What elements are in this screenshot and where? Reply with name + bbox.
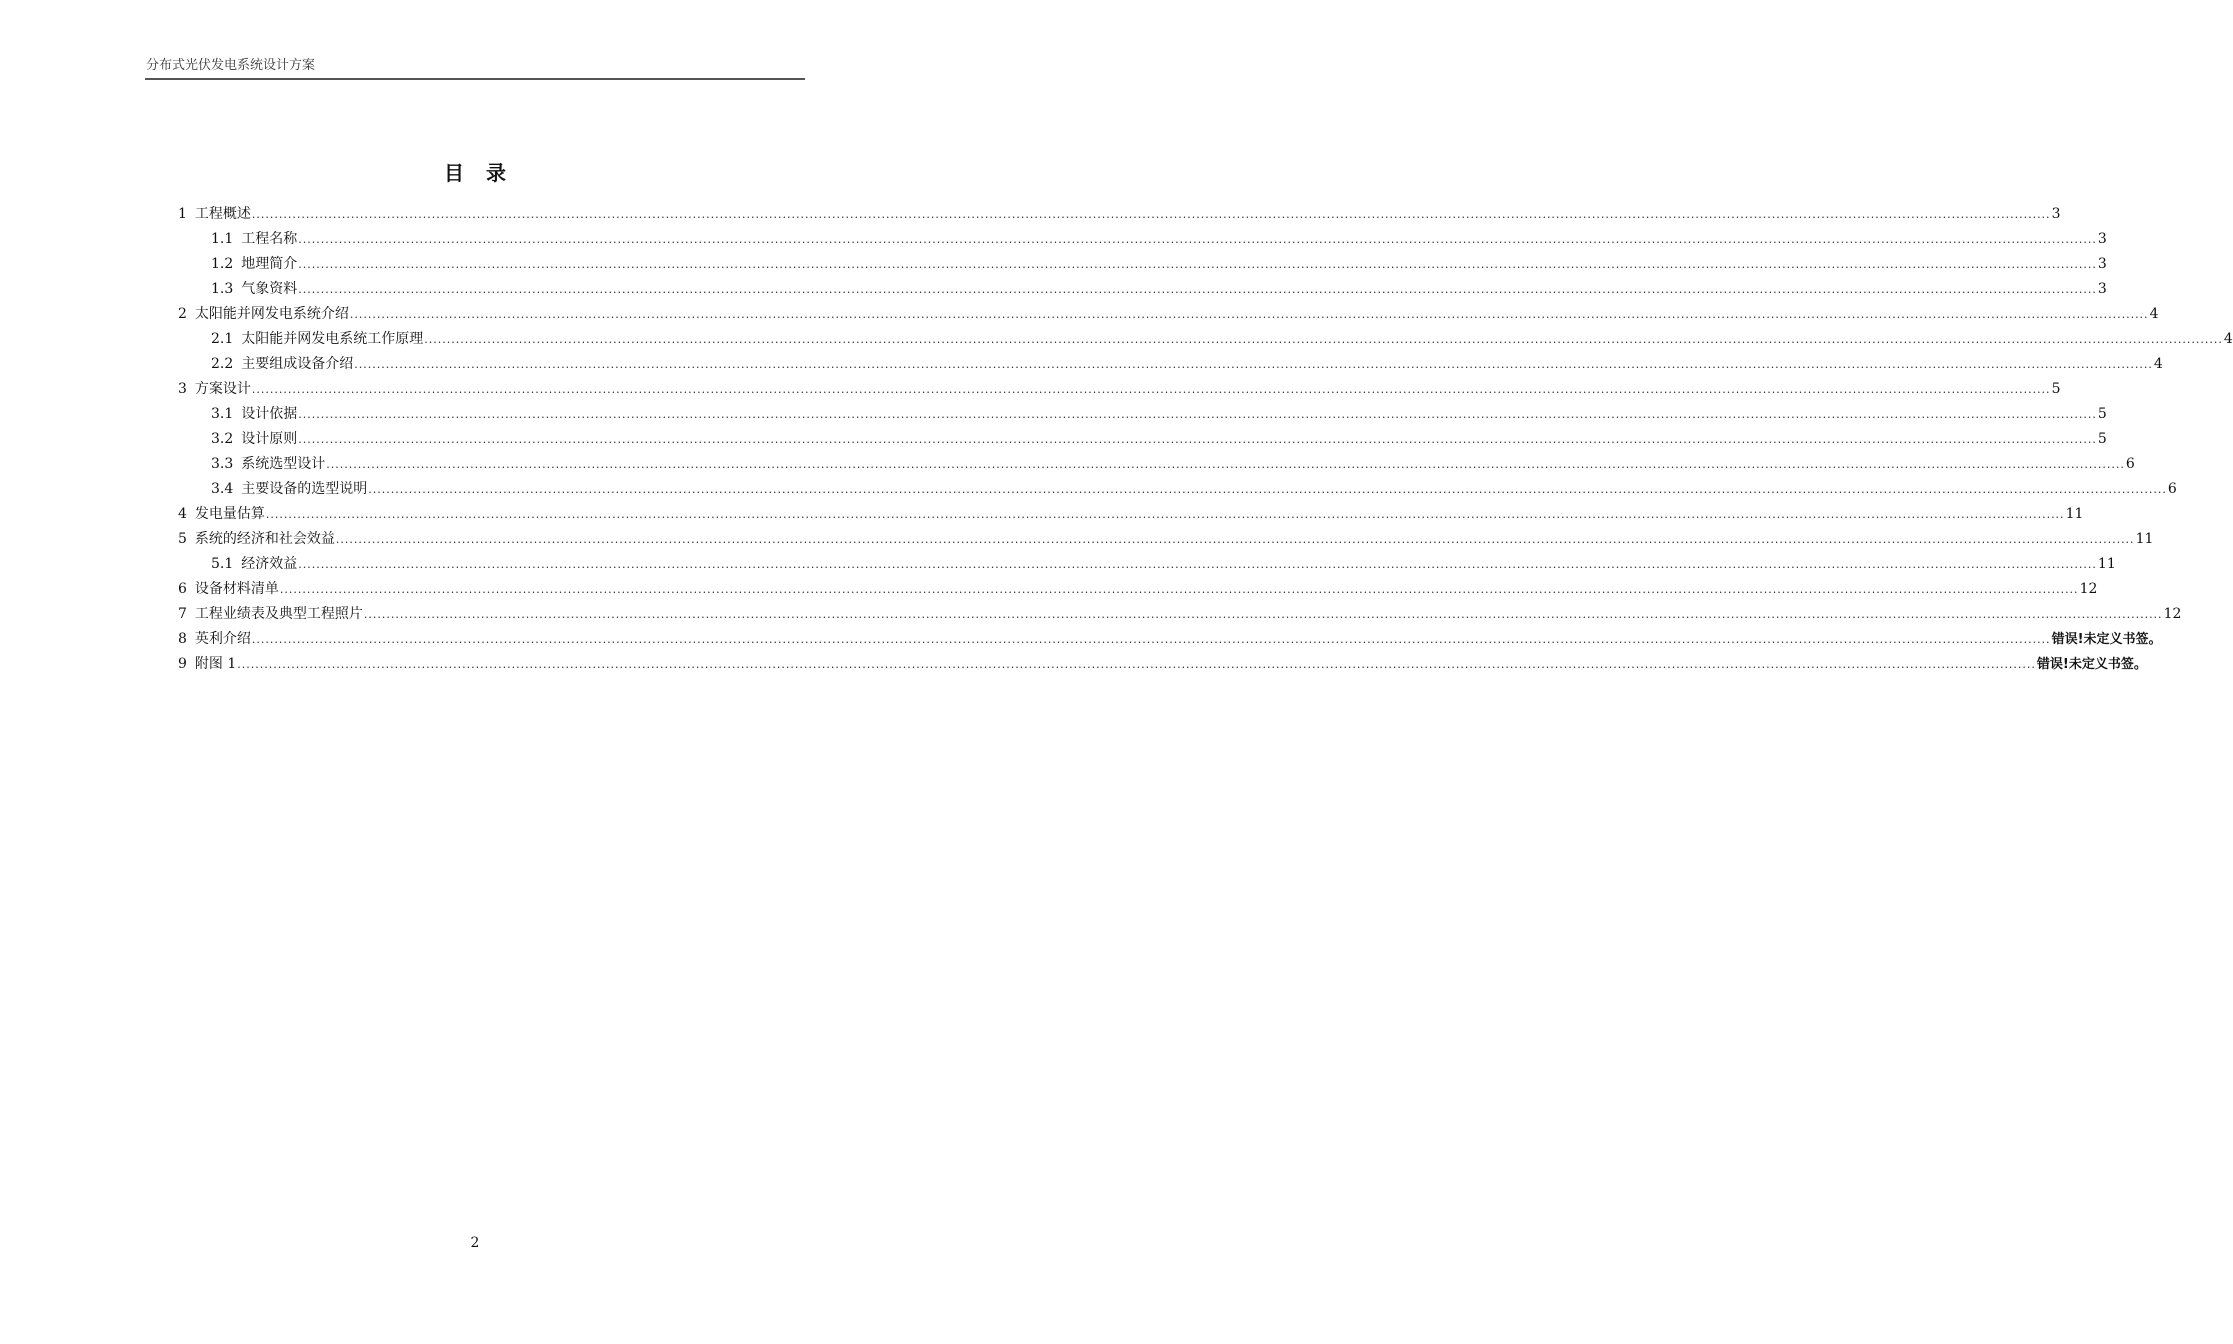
toc-entry-page: 12 <box>2163 606 2182 622</box>
toc-entry-label: 方案设计 <box>194 381 251 397</box>
toc-entry-page: 错误!未定义书签。 <box>2036 657 2147 672</box>
running-header: 分布式光伏发电系统设计方案 <box>146 58 316 73</box>
toc-entry-label: 气象资料 <box>241 281 298 297</box>
toc-entry-number: 3.4 <box>211 481 234 497</box>
toc-entry-label: 主要组成设备介绍 <box>241 356 354 372</box>
toc-entry-number: 2.1 <box>211 331 234 347</box>
toc-entry-number: 7 <box>178 606 187 622</box>
toc-dot-leader: ................................................................................................................................................................................................................................................................................................................................................................................................................ <box>298 233 2097 246</box>
toc-entry-label: 设计依据 <box>241 406 298 422</box>
toc-entry-number: 1.2 <box>211 256 234 272</box>
toc-entry-page: 3 <box>2097 281 2107 297</box>
toc-entry-page: 5 <box>2097 406 2107 422</box>
toc-title: 目录 <box>444 161 528 185</box>
toc-entry-number: 1.3 <box>211 281 234 297</box>
toc-entry-number: 3.3 <box>211 456 234 472</box>
toc-entry-label: 工程业绩表及典型工程照片 <box>194 606 363 622</box>
toc-entry[interactable] <box>178 202 2061 227</box>
toc-entry-page: 3 <box>2097 256 2107 272</box>
toc-entry[interactable] <box>178 452 2135 477</box>
toc-entry-number: 1 <box>178 206 187 222</box>
toc-entry[interactable] <box>178 252 2107 277</box>
toc-dot-leader: ................................................................................................................................................................................................................................................................................................................................................................................................................ <box>279 583 2079 596</box>
toc-entry-page: 5 <box>2051 381 2061 397</box>
toc-entry-number: 8 <box>178 631 187 647</box>
toc-entry-label: 主要设备的选型说明 <box>241 481 368 497</box>
table-of-contents <box>178 202 2233 677</box>
toc-dot-leader: ................................................................................................................................................................................................................................................................................................................................................................................................................ <box>326 458 2125 471</box>
toc-entry-page: 6 <box>2167 481 2177 497</box>
toc-entry-page: 11 <box>2135 531 2154 547</box>
toc-entry[interactable] <box>178 527 2154 552</box>
toc-dot-leader: ................................................................................................................................................................................................................................................................................................................................................................................................................ <box>251 208 2051 221</box>
toc-entry-number: 3.1 <box>211 406 234 422</box>
toc-entry-label: 设备材料清单 <box>194 581 279 597</box>
toc-entry-page: 错误!未定义书签。 <box>2051 632 2162 647</box>
toc-dot-leader: ................................................................................................................................................................................................................................................................................................................................................................................................................ <box>354 358 2153 371</box>
toc-dot-leader: ................................................................................................................................................................................................................................................................................................................................................................................................................ <box>298 433 2097 446</box>
toc-entry-page: 4 <box>2223 331 2233 347</box>
toc-entry-number: 4 <box>178 506 187 522</box>
toc-entry-label: 太阳能并网发电系统工作原理 <box>241 331 424 347</box>
toc-entry-page: 4 <box>2153 356 2163 372</box>
toc-dot-leader: ................................................................................................................................................................................................................................................................................................................................................................................................................ <box>298 558 2097 571</box>
toc-entry-number: 5 <box>178 531 187 547</box>
toc-entry[interactable] <box>178 227 2107 252</box>
toc-entry-page: 12 <box>2079 581 2098 597</box>
toc-entry[interactable] <box>178 427 2107 452</box>
toc-dot-leader: ................................................................................................................................................................................................................................................................................................................................................................................................................ <box>237 658 2036 671</box>
toc-entry-label: 系统的经济和社会效益 <box>194 531 335 547</box>
toc-dot-leader: ................................................................................................................................................................................................................................................................................................................................................................................................................ <box>298 408 2097 421</box>
toc-entry-label: 工程概述 <box>194 206 251 222</box>
toc-dot-leader: ................................................................................................................................................................................................................................................................................................................................................................................................................ <box>424 333 2223 346</box>
toc-entry-page: 6 <box>2125 456 2135 472</box>
toc-entry-page: 3 <box>2097 231 2107 247</box>
toc-entry-number: 3.2 <box>211 431 234 447</box>
toc-dot-leader: ................................................................................................................................................................................................................................................................................................................................................................................................................ <box>265 508 2065 521</box>
toc-entry[interactable] <box>178 502 2084 527</box>
toc-entry-label: 英利介绍 <box>194 631 251 647</box>
toc-entry-label: 附图 1 <box>194 656 237 672</box>
toc-entry-page: 4 <box>2149 306 2159 322</box>
toc-entry[interactable] <box>178 577 2098 602</box>
toc-dot-leader: ................................................................................................................................................................................................................................................................................................................................................................................................................ <box>363 608 2163 621</box>
toc-entry-label: 工程名称 <box>241 231 298 247</box>
toc-entry[interactable] <box>178 377 2061 402</box>
toc-entry[interactable] <box>178 602 2182 627</box>
toc-entry-label: 发电量估算 <box>194 506 265 522</box>
toc-dot-leader: ................................................................................................................................................................................................................................................................................................................................................................................................................ <box>298 283 2097 296</box>
toc-entry-page: 3 <box>2051 206 2061 222</box>
toc-entry-number: 9 <box>178 656 187 672</box>
toc-entry[interactable] <box>178 277 2107 302</box>
toc-entry[interactable] <box>178 352 2163 377</box>
toc-entry-label: 太阳能并网发电系统介绍 <box>194 306 349 322</box>
toc-entry-page: 11 <box>2065 506 2084 522</box>
toc-entry-number: 5.1 <box>211 556 234 572</box>
toc-entry-page: 11 <box>2097 556 2116 572</box>
header-divider <box>145 78 805 80</box>
toc-entry[interactable] <box>178 552 2116 577</box>
toc-entry-number: 3 <box>178 381 187 397</box>
toc-entry-page: 5 <box>2097 431 2107 447</box>
toc-entry[interactable] <box>178 402 2107 427</box>
toc-dot-leader: ................................................................................................................................................................................................................................................................................................................................................................................................................ <box>368 483 2167 496</box>
toc-dot-leader: ................................................................................................................................................................................................................................................................................................................................................................................................................ <box>335 533 2135 546</box>
toc-dot-leader: ................................................................................................................................................................................................................................................................................................................................................................................................................ <box>251 633 2051 646</box>
toc-entry-label: 设计原则 <box>241 431 298 447</box>
page-number: 2 <box>470 1235 480 1251</box>
toc-entry[interactable] <box>178 327 2233 352</box>
toc-entry-number: 2.2 <box>211 356 234 372</box>
toc-entry-number: 2 <box>178 306 187 322</box>
toc-dot-leader: ................................................................................................................................................................................................................................................................................................................................................................................................................ <box>298 258 2097 271</box>
toc-entry[interactable] <box>178 652 2147 677</box>
toc-entry-number: 1.1 <box>211 231 234 247</box>
toc-entry[interactable] <box>178 627 2162 652</box>
toc-dot-leader: ................................................................................................................................................................................................................................................................................................................................................................................................................ <box>349 308 2149 321</box>
toc-entry-label: 经济效益 <box>241 556 298 572</box>
toc-entry-number: 6 <box>178 581 187 597</box>
toc-entry-label: 地理简介 <box>241 256 298 272</box>
toc-entry[interactable] <box>178 302 2159 327</box>
toc-entry-label: 系统选型设计 <box>241 456 326 472</box>
toc-entry[interactable] <box>178 477 2177 502</box>
toc-dot-leader: ................................................................................................................................................................................................................................................................................................................................................................................................................ <box>251 383 2051 396</box>
